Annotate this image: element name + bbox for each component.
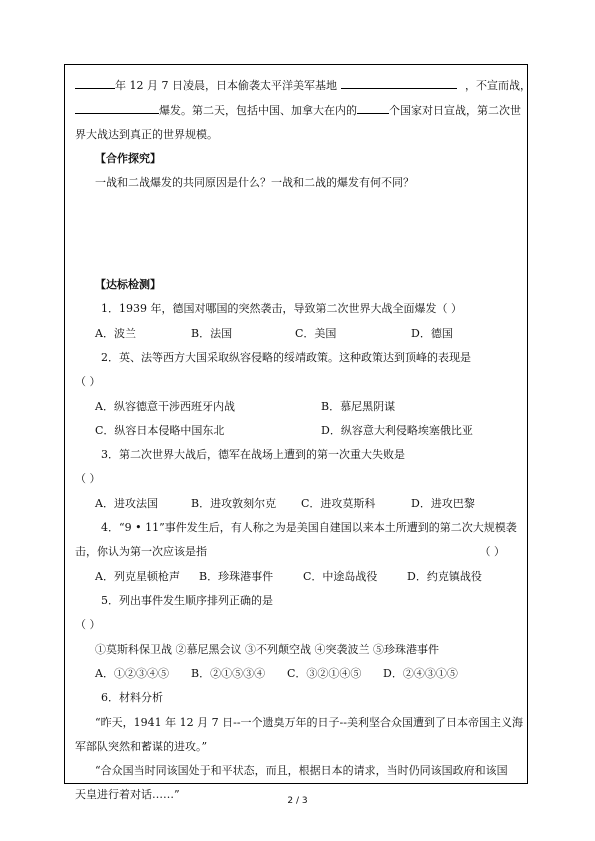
q5-option-b[interactable]: B．②①⑤③④ — [191, 667, 266, 680]
q5-events: ①莫斯科保卫战 ②慕尼黑会议 ③不列颠空战 ④突袭波兰 ⑤珍珠港事件 — [95, 643, 439, 656]
q5-options — [75, 666, 541, 682]
intro-line-1: 年 12 月 7 日凌晨，日本偷袭太平洋美军基地 ，不宣而战， — [75, 77, 521, 94]
q3-option-d[interactable]: D．进攻巴黎 — [411, 497, 475, 510]
q1-stem: 1．1939 年，德国对哪国的突然袭击，导致第二次世界大战全面爆发（ ） — [101, 302, 462, 315]
q1-option-a[interactable]: A．波兰 — [95, 327, 136, 340]
q2-option-c[interactable]: C．纵容日本侵略中国东北 — [95, 424, 225, 437]
q3-options — [75, 496, 541, 512]
q2-option-a[interactable]: A．纵容德意干涉西班牙内战 — [95, 400, 235, 413]
intro-line-2: 爆发。第二天，包括中国、加拿大在内的 个国家对日宣战，第二次世 — [75, 102, 521, 119]
q6-stem: 6．材料分析 — [101, 691, 163, 704]
q4-stem-line-1: 4．“9 • 11”事件发生后，有人称之为是美国自建国以来本土所遭到的第二次大规模袭 — [101, 521, 517, 534]
q1-option-c[interactable]: C．美国 — [295, 327, 337, 340]
q5-option-d[interactable]: D．②④③①⑤ — [383, 667, 458, 680]
q6-material-1-line-2: 军部队突然和蓄谋的进攻。” — [75, 740, 208, 753]
q2-options-row-2 — [75, 423, 541, 439]
q4-paren: （ ） — [479, 545, 505, 558]
q6-material-2-line-1: “合众国当时同该国处于和平状态，而且，根据日本的请求，当时仍同该国政府和该国 — [95, 764, 508, 777]
q5-stem: 5．列出事件发生顺序排列正确的是 — [101, 594, 273, 607]
q3-option-a[interactable]: A．进攻法国 — [95, 497, 158, 510]
content-frame — [64, 64, 531, 801]
page-number: 2 / 3 — [287, 796, 308, 806]
q3-stem: 3．第二次世界大战后，德军在战场上遭到的第一次重大失败是 — [101, 448, 405, 461]
q3-option-b[interactable]: B．进攻敦刻尔克 — [191, 497, 277, 510]
q2-paren: （ ） — [75, 375, 101, 388]
q1-option-d[interactable]: D．德国 — [411, 327, 453, 340]
fill-blank-count[interactable] — [357, 102, 389, 114]
q3-option-c[interactable]: C．进攻莫斯科 — [301, 497, 376, 510]
fill-blank-year[interactable] — [75, 77, 115, 89]
q1-options — [75, 326, 541, 342]
q6-material-1-line-1: “昨天，1941 年 12 月 7 日--一个遗臭万年的日子--美利坚合众国遭到了日本帝国主义海 — [95, 716, 523, 729]
section-heading-cooperation: 【合作探究】 — [95, 152, 161, 165]
q4-options — [75, 569, 541, 585]
q6-material-2-line-2: 天皇进行着对话……” — [75, 788, 180, 801]
q5-option-a[interactable]: A．①②③④⑤ — [95, 667, 169, 680]
q4-option-a[interactable]: A．列克星顿枪声 — [95, 570, 180, 583]
fill-blank-base[interactable] — [341, 77, 457, 89]
q2-option-b[interactable]: B．慕尼黑阴谋 — [321, 400, 396, 413]
q3-paren: （ ） — [75, 472, 101, 485]
fill-blank-war[interactable] — [75, 102, 159, 114]
q2-stem: 2．英、法等西方大国采取纵容侵略的绥靖政策。这种政策达到顶峰的表现是 — [101, 351, 471, 364]
q2-options-row-1 — [75, 399, 541, 415]
q5-paren: （ ） — [75, 618, 101, 631]
section-heading-test: 【达标检测】 — [95, 278, 161, 291]
q1-option-b[interactable]: B．法国 — [191, 327, 233, 340]
q4-option-c[interactable]: C．中途岛战役 — [303, 570, 378, 583]
q2-option-d[interactable]: D．纵容意大利侵略埃塞俄比亚 — [321, 424, 473, 437]
cooperation-question: 一战和二战爆发的共同原因是什么？一战和二战的爆发有何不同？ — [95, 176, 414, 189]
intro-line-3: 界大战达到真正的世界规模。 — [75, 128, 218, 141]
q4-option-d[interactable]: D．约克镇战役 — [407, 570, 482, 583]
q4-option-b[interactable]: B．珍珠港事件 — [199, 570, 274, 583]
q5-option-c[interactable]: C．③②①④⑤ — [287, 667, 362, 680]
q4-stem-line-2: 击，你认为第一次应该是指 （ ） — [75, 545, 505, 558]
